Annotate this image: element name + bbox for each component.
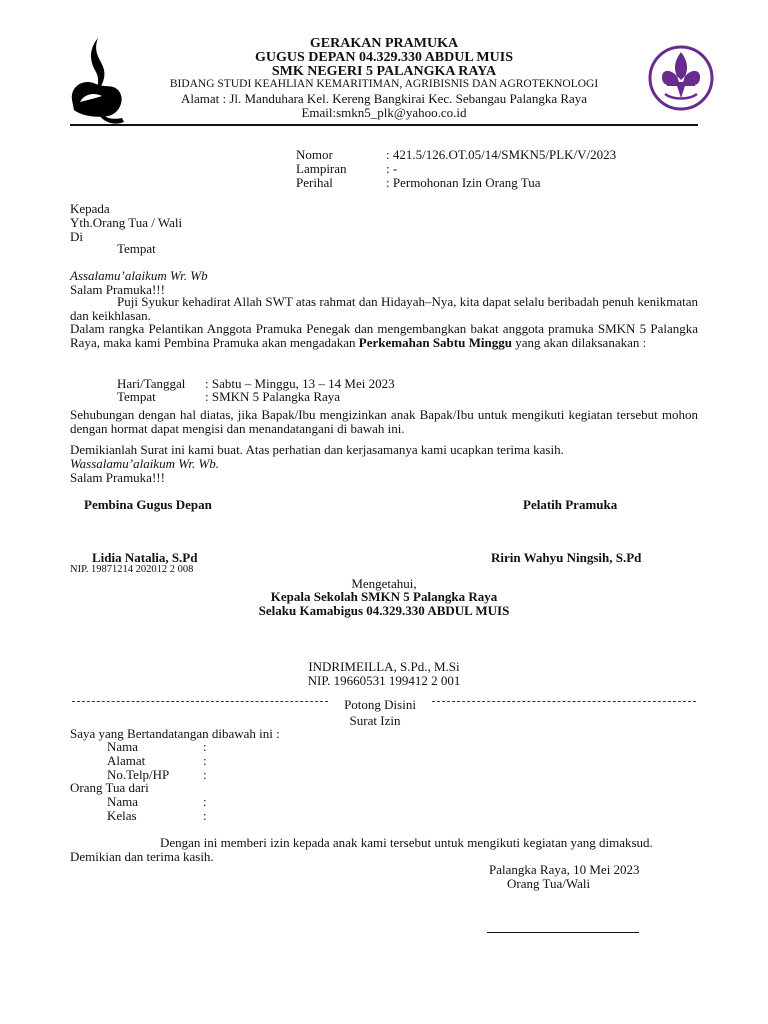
meta-value-lampiran: : - [386, 161, 398, 176]
signer-nip-pembina: NIP. 19871214 202012 2 008 [70, 564, 194, 575]
slip-consent: Dengan ini memberi izin kepada anak kami tersebut untuk mengikuti kegiatan yang dimaksud. [160, 835, 653, 850]
principal-title-2: Selaku Kamabigus 04.329.330 ABDUL MUIS [258, 603, 510, 618]
event-label-place: Tempat [117, 389, 156, 404]
slip-field-colon: : [203, 739, 207, 754]
event-label-date: Hari/Tanggal [117, 376, 186, 391]
principal-nip: NIP. 19660531 199412 2 001 [307, 673, 461, 688]
meta-value-nomor: : 421.5/126.OT.05/14/SMKN5/PLK/V/2023 [386, 147, 617, 162]
department-line: BIDANG STUDI KEAHLIAN KEMARITIMAN, AGRIBISNIS DAN AGROTEKNOLOGI [169, 78, 599, 90]
paragraph-purpose: Dalam rangka Pelantikan Anggota Pramuka Penegak dan mengembangkan bakat anggota pramuka SMKN 5 Palangka Raya, maka kami Pembina Pramuka akan mengadakan Perkemahan Sabtu Minggu yang akan dilaksanakan : [70, 321, 698, 350]
paragraph-opening: Puji Syukur kehadirat Allah SWT atas rahmat dan Hidayah–Nya, kita dapat selalu beribadah penuh kenikmatan dan keikhlasan. [70, 294, 698, 323]
meta-label-perihal: Perihal [296, 175, 333, 190]
slip-field-label-nama-anak: Nama [107, 794, 139, 809]
recipient-yth: Yth.Orang Tua / Wali [70, 215, 183, 230]
paragraph-closing: Demikianlah Surat ini kami buat. Atas perhatian dan kerjasamanya kami ucapkan terima kasih. [70, 442, 564, 457]
mengetahui-label: Mengetahui, [351, 576, 417, 591]
principal-name: INDRIMEILLA, S.Pd., M.Si [308, 659, 460, 674]
slip-place-date: Palangka Raya, 10 Mei 2023 [489, 862, 640, 877]
slip-field-colon: : [203, 753, 207, 768]
event-name: Perkemahan Sabtu Minggu [358, 335, 512, 350]
slip-signer: Orang Tua/Wali [507, 876, 591, 891]
recipient-kepada: Kepada [70, 201, 110, 216]
greeting-islamic: Assalamu’alaikum Wr. Wb [70, 268, 208, 283]
slip-title: Surat Izin [349, 713, 401, 728]
slip-parent-of: Orang Tua dari [70, 780, 149, 795]
farewell-pramuka: Salam Pramuka!!! [70, 470, 165, 485]
meta-value-perihal: : Permohonan Izin Orang Tua [386, 175, 541, 190]
org-title: GERAKAN PRAMUKA [309, 36, 459, 51]
cut-label: Potong Disini [344, 697, 416, 712]
signer-title-pembina: Pembina Gugus Depan [84, 497, 212, 512]
school-title: SMK NEGERI 5 PALANGKA RAYA [271, 64, 497, 79]
slip-field-colon: : [203, 794, 207, 809]
signer-name-pelatih: Ririn Wahyu Ningsih, S.Pd [491, 550, 642, 565]
event-value-place: : SMKN 5 Palangka Raya [205, 389, 341, 404]
event-value-date: : Sabtu – Minggu, 13 – 14 Mei 2023 [205, 376, 395, 391]
slip-field-label-kelas: Kelas [107, 808, 137, 823]
recipient-tempat: Tempat [117, 241, 156, 256]
meta-label-nomor: Nomor [296, 147, 333, 162]
slip-intro: Saya yang Bertandatangan dibawah ini : [70, 726, 280, 741]
recipient-di: Di [70, 229, 83, 244]
gugus-depan-title: GUGUS DEPAN 04.329.330 ABDUL MUIS [255, 50, 513, 65]
email-line: Email:smkn5_plk@yahoo.co.id [301, 105, 467, 120]
signer-title-pelatih: Pelatih Pramuka [523, 497, 618, 512]
slip-field-label-alamat: Alamat [107, 753, 146, 768]
principal-title-1: Kepala Sekolah SMKN 5 Palangka Raya [270, 589, 498, 604]
signer-name-pembina: Lidia Natalia, S.Pd [92, 550, 198, 565]
farewell-islamic: Wassalamu’alaikum Wr. Wb. [70, 456, 220, 471]
cut-line-left [72, 701, 328, 702]
slip-field-colon: : [203, 808, 207, 823]
slip-field-label-telp: No.Telp/HP [107, 767, 170, 782]
meta-label-lampiran: Lampiran [296, 161, 347, 176]
address-line: Alamat : Jl. Manduhara Kel. Kereng Bangkirai Kec. Sebangau Palangka Raya [180, 91, 588, 106]
world-scout-emblem-icon [647, 44, 715, 112]
header-divider [70, 124, 698, 126]
signature-line [487, 932, 639, 933]
greeting-pramuka: Salam Pramuka!!! [70, 282, 165, 297]
slip-thanks: Demikian dan terima kasih. [70, 849, 214, 864]
paragraph-request: Sehubungan dengan hal diatas, jika Bapak/Ibu mengizinkan anak Bapak/Ibu untuk mengikuti kegiatan tersebut mohon dengan hormat dapat mengisi dan menandatangani di bawah ini. [70, 407, 698, 436]
slip-field-label-nama: Nama [107, 739, 139, 754]
cut-line-right [432, 701, 696, 702]
slip-field-colon: : [203, 767, 207, 782]
